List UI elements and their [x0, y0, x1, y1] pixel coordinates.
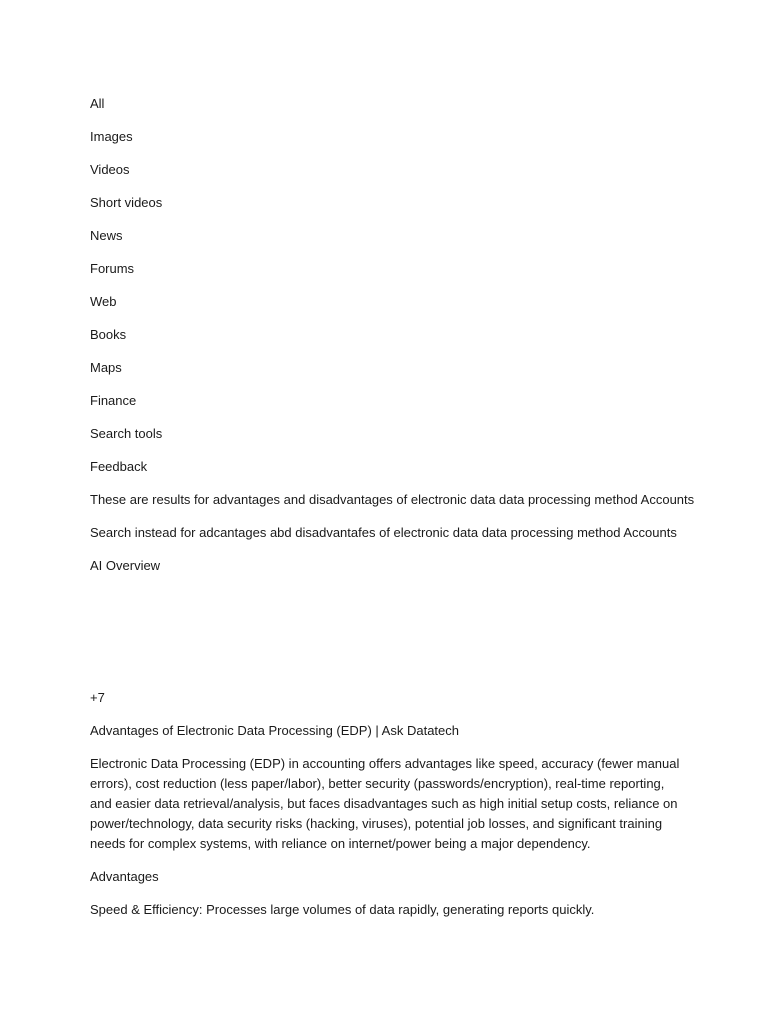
source-title[interactable]: Advantages of Electronic Data Processing (EDP) | Ask Datatech [90, 723, 459, 738]
tab-news[interactable]: News [90, 228, 123, 243]
results-notice: These are results for advantages and disadvantages of electronic data data processing method Accounts [90, 492, 695, 507]
more-sources-count[interactable]: +7 [90, 690, 105, 705]
ai-overview-heading: AI Overview [90, 558, 161, 573]
search-tools-button[interactable]: Search tools [90, 426, 163, 441]
tab-forums[interactable]: Forums [90, 261, 135, 276]
feedback-link[interactable]: Feedback [90, 459, 148, 474]
tab-short-videos[interactable]: Short videos [90, 195, 163, 210]
tab-videos[interactable]: Videos [90, 162, 130, 177]
tab-images[interactable]: Images [90, 129, 133, 144]
blank-space [90, 589, 680, 688]
tab-finance[interactable]: Finance [90, 393, 137, 408]
advantages-heading: Advantages [90, 869, 159, 884]
tab-all[interactable]: All [90, 96, 105, 111]
tab-web[interactable]: Web [90, 294, 117, 309]
tab-maps[interactable]: Maps [90, 360, 122, 375]
search-instead-link[interactable]: Search instead for adcantages abd disadvantafes of electronic data data processing method Accounts [90, 525, 677, 540]
ai-overview-summary: Electronic Data Processing (EDP) in accounting offers advantages like speed, accuracy (fewer manual errors), cost reduction (less paper/labor), better security (passwords/encryption), real-time reporting, and easier data retrieval/analysis, but faces disadvantages such as high initial setup costs, reliance on power/technology, data security risks (hacking, viruses), potential job losses, and significant training needs for complex systems, with reliance on internet/power being a major dependency. [90, 756, 680, 851]
document-page [90, 94, 695, 933]
advantage-item: Speed & Efficiency: Processes large volumes of data rapidly, generating reports quickly. [90, 902, 595, 917]
tab-books[interactable]: Books [90, 327, 127, 342]
